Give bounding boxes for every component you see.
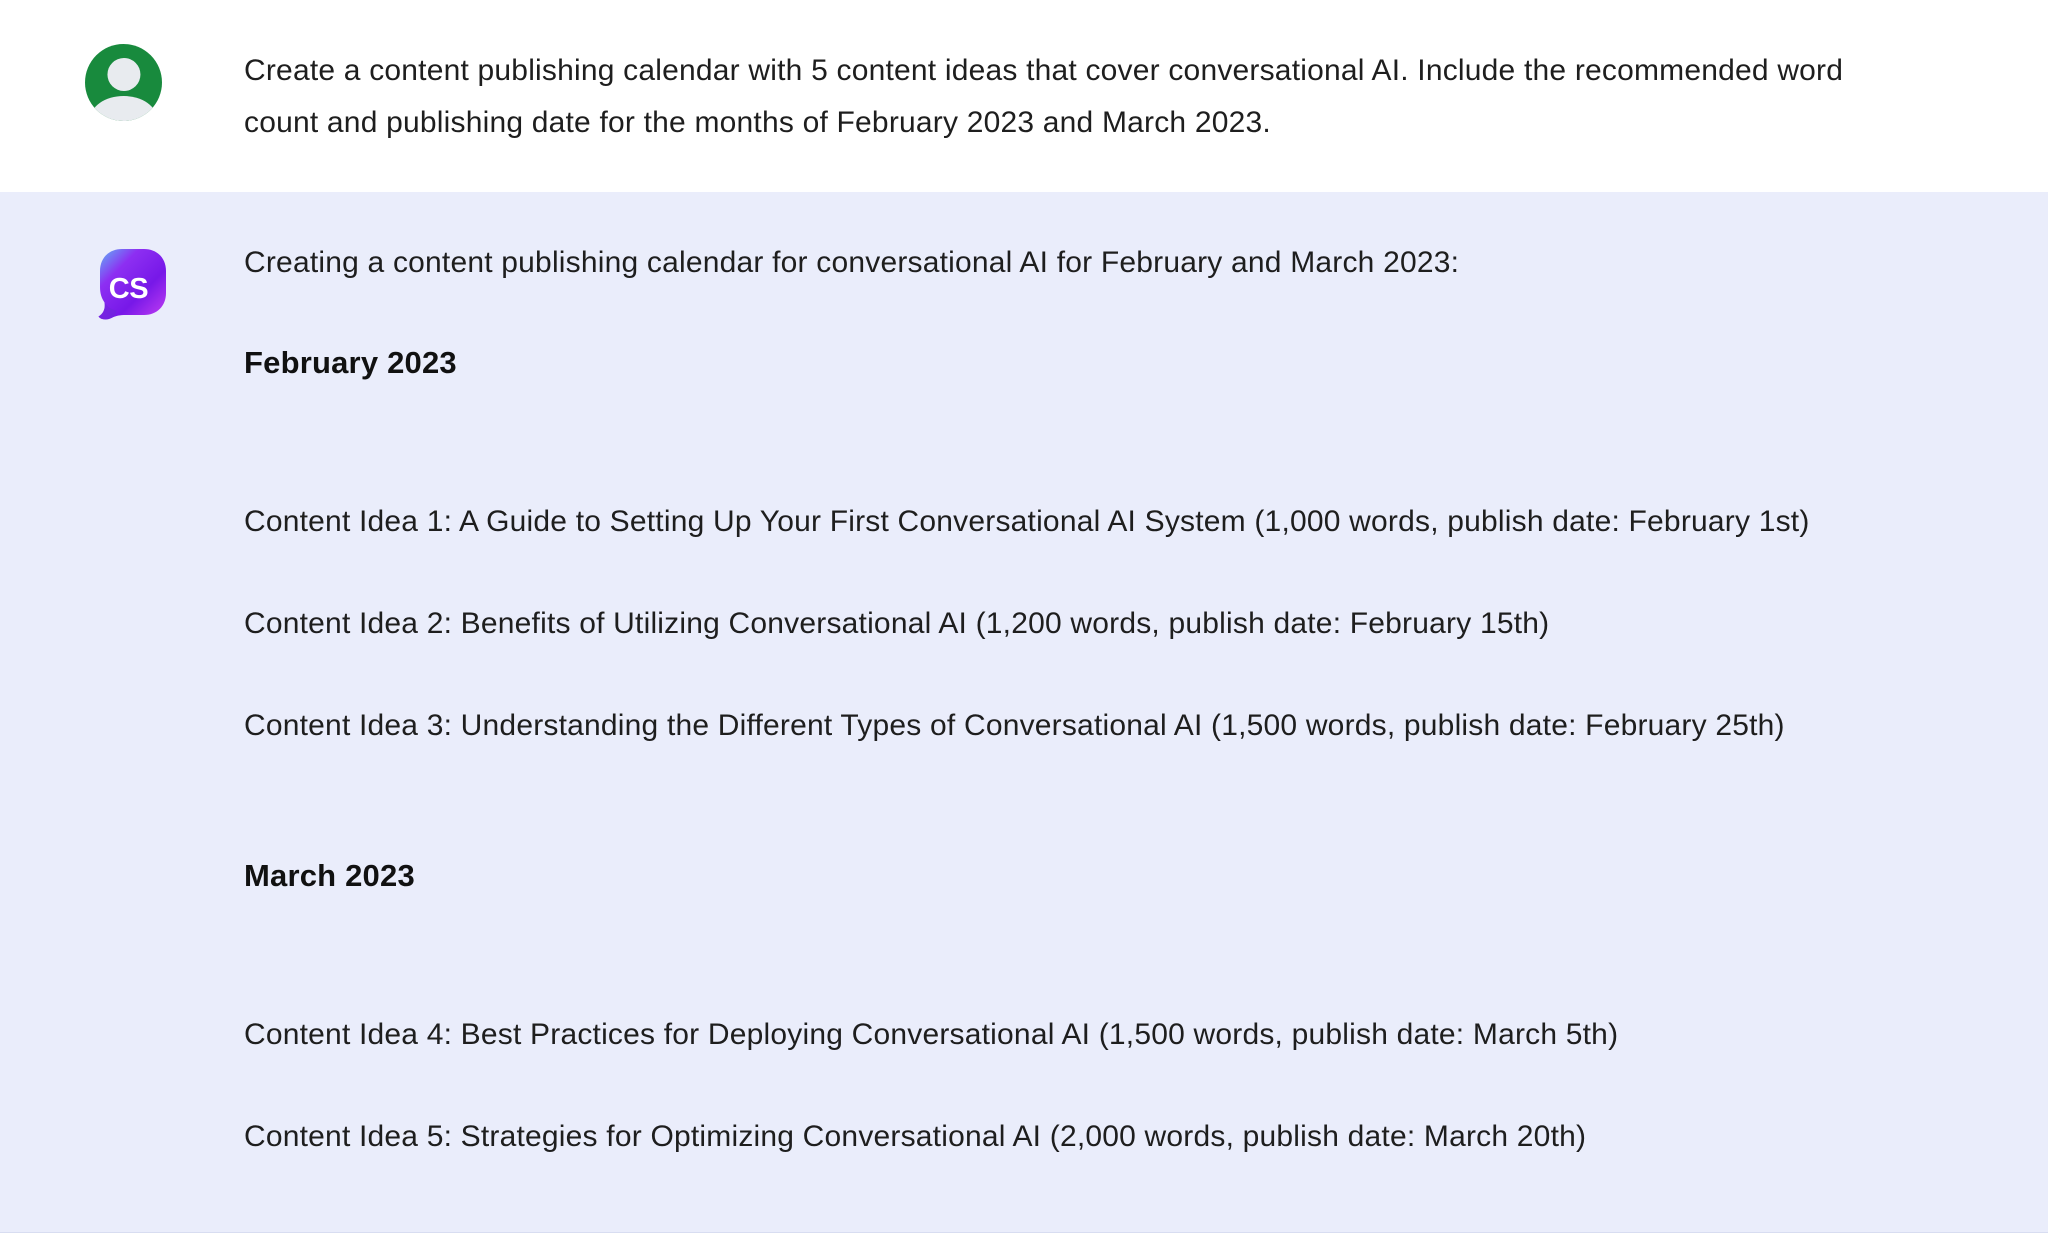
user-message-row bbox=[0, 0, 2048, 192]
content-idea-5: Content Idea 5: Strategies for Optimizing Conversational AI (2,000 words, publish date: March 20th) bbox=[244, 1120, 1587, 1153]
content-idea-3: Content Idea 3: Understanding the Different Types of Conversational AI (1,500 words, publish date: February 25th) bbox=[244, 709, 1785, 742]
content-idea-2: Content Idea 2: Benefits of Utilizing Conversational AI (1,200 words, publish date: February 15th) bbox=[244, 607, 1550, 640]
content-idea-4: Content Idea 4: Best Practices for Deploying Conversational AI (1,500 words, publish date: March 5th) bbox=[244, 1018, 1619, 1051]
month-heading-february: February 2023 bbox=[244, 345, 457, 380]
assistant-intro-text: Creating a content publishing calendar for conversational AI for February and March 2023: bbox=[244, 246, 1460, 279]
assistant-message-panel bbox=[0, 192, 2048, 1233]
user-avatar bbox=[85, 44, 162, 121]
content-idea-1: Content Idea 1: A Guide to Setting Up Your First Conversational AI System (1,000 words, publish date: February 1st) bbox=[244, 505, 1810, 538]
chatspot-avatar-label: CS bbox=[108, 272, 149, 305]
chatspot-avatar bbox=[95, 245, 171, 321]
user-message-text: Create a content publishing calendar with 5 content ideas that cover conversational AI. Include the recommended word count and publishing date for the months of February 2023 and March 2023. bbox=[244, 54, 1844, 139]
month-heading-march: March 2023 bbox=[244, 858, 415, 893]
assistant-message-body bbox=[244, 245, 1988, 1155]
